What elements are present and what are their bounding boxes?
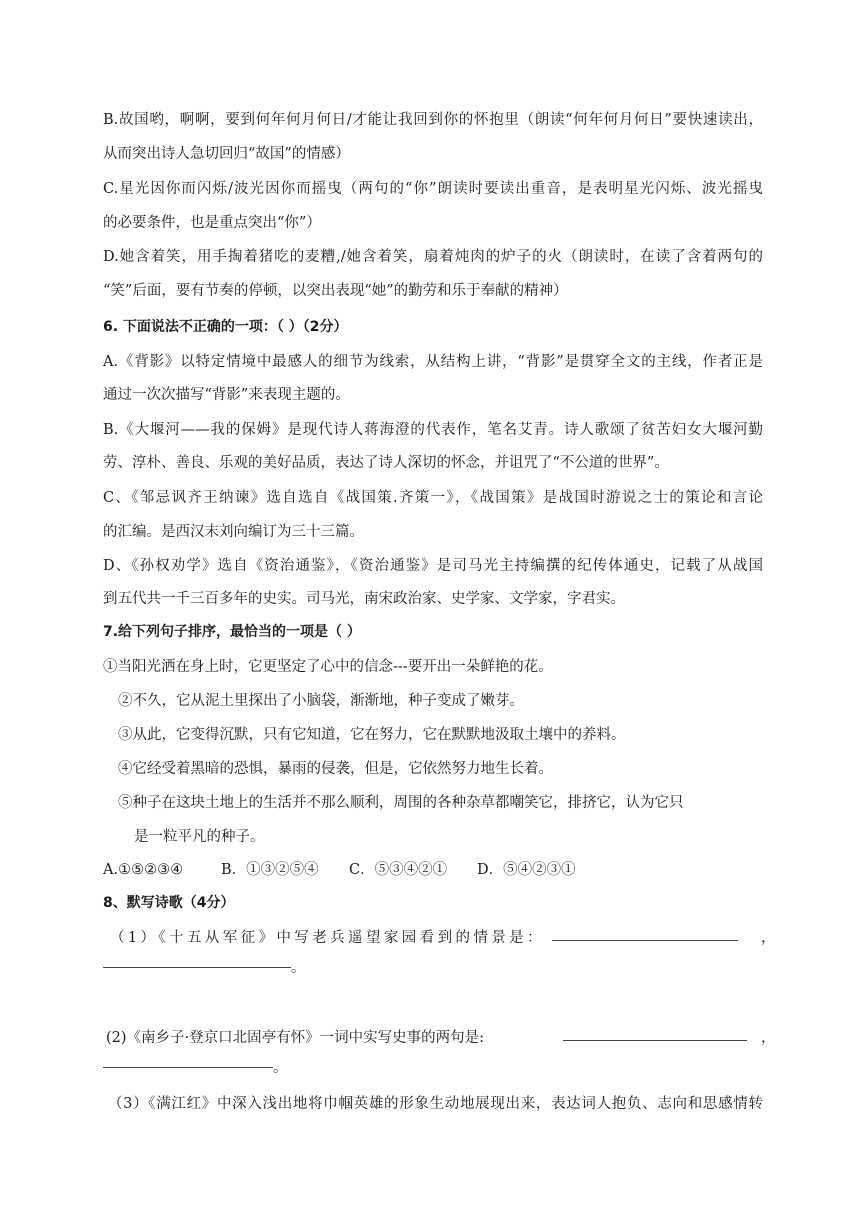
q7-option-b: B．①③②⑤④ bbox=[221, 862, 319, 878]
q8-part2-prompt: (2)《南乡子·登京口北固亭有怀》一词中实写史事的两句是: bbox=[106, 1030, 485, 1046]
q5-option-b-line2: 从而突出诗人急切回归“故国”的情感） bbox=[103, 146, 350, 162]
q8-part3-prompt: （3）《满江红》中深入浅出地将巾帼英雄的形象生动地展现出来，表达词人抱负、志向和思感情转 bbox=[108, 1096, 763, 1112]
q8-part2-comma: ， bbox=[761, 1030, 776, 1046]
q7-sentence-3: ③从此，它变得沉默，只有它知道，它在努力，它在默默地汲取土壤中的养料。 bbox=[118, 727, 626, 743]
q7-sentence-1: ①当阳光洒在身上时，它更坚定了心中的信念---要开出一朵鲜艳的花。 bbox=[103, 659, 553, 675]
q5-option-d-line2: “笑”后面，要有节奏的停顿，以突出表现“她”的勤劳和乐于奉献的精神） bbox=[103, 283, 568, 299]
q8-part1-blank-1[interactable] bbox=[552, 926, 738, 941]
q6-option-a-line1: A.《背影》以特定情境中最感人的细节为线索，从结构上讲，“背影”是贯穿全文的主线，作者正是 bbox=[103, 354, 763, 370]
q8-part2-end: 。 bbox=[273, 1060, 288, 1076]
q6-option-d-line1: D、《孙权劝学》选自《资治通鉴》，《资治通鉴》是司马光主持编撰的纪传体通史，记载了从战国 bbox=[103, 558, 763, 574]
q6-option-b-line1: B.《大堰河——我的保姆》是现代诗人蒋海澄的代表作，笔名艾青。诗人歌颂了贫苦妇女大堰河勤 bbox=[103, 422, 763, 438]
q7-title: 7.给下列句子排序，最恰当的一项是（ ） bbox=[103, 624, 361, 640]
q8-part1-blank-2[interactable] bbox=[103, 953, 291, 968]
q7-sentence-4: ④它经受着黑暗的恐惧，暴雨的侵袭，但是，它依然努力地生长着。 bbox=[118, 761, 553, 777]
q6-option-d-line2: 到五代共一千三百多年的史实。司马光，南宋政治家、史学家、文学家，字君实。 bbox=[103, 591, 625, 607]
q8-part2-blank-2[interactable] bbox=[103, 1053, 273, 1068]
q8-part1-end: 。 bbox=[291, 960, 306, 976]
q8-part1-comma: ， bbox=[761, 930, 776, 946]
q7-option-c: C．⑤③④②① bbox=[349, 862, 448, 878]
q5-option-c-line1: C.星光因你而闪烁/波光因你而摇曳（两句的“你”朗读时要读出重音，是表明星光闪烁、波光摇曳 bbox=[103, 181, 763, 197]
q7-options bbox=[103, 858, 576, 879]
q7-option-a: A.①⑤②③④ bbox=[103, 862, 184, 878]
q6-option-b-line2: 劳、淳朴、善良、乐观的美好品质，表达了诗人深切的怀念，并诅咒了“不公道的世界”。 bbox=[103, 455, 669, 471]
q6-option-c-line1: C、《邹忌讽齐王纳谏》选自选自《战国策.齐策一》，《战国策》是战国时游说之士的策论和言论 bbox=[103, 490, 763, 506]
q8-part1-prompt: （1）《十五从军征》中写老兵遥望家园看到的情景是： bbox=[110, 930, 545, 946]
q6-option-a-line2: 通过一次次描写“背影”来表现主题的。 bbox=[103, 387, 350, 403]
q7-option-d: D．⑤④②③① bbox=[477, 862, 576, 878]
q5-option-d-line1: D.她含着笑，用手掏着猪吃的麦糟,/她含着笑，扇着炖肉的炉子的火（朗读时，在读了含着两句的 bbox=[103, 249, 763, 265]
q5-option-c-line2: 的必要条件，也是重点突出“你”） bbox=[103, 215, 321, 231]
q7-sentence-2: ②不久，它从泥土里探出了小脑袋，渐渐地，种子变成了嫩芽。 bbox=[118, 693, 524, 709]
q6-option-c-line2: 的汇编。是西汉末刘向编订为三十三篇。 bbox=[103, 524, 364, 540]
q7-sentence-5-line1: ⑤种子在这块土地上的生活并不那么顺利，周围的各种杂草都嘲笑它，排挤它，认为它只 bbox=[118, 795, 684, 811]
q8-title: 8、默写诗歌（4分） bbox=[103, 895, 235, 911]
q8-part2-blank-1[interactable] bbox=[563, 1026, 747, 1041]
q7-sentence-5-line2: 是一粒平凡的种子。 bbox=[134, 829, 265, 845]
q6-title: 6. 下面说法不正确的一项：（ ）（2分） bbox=[103, 319, 348, 335]
q5-option-b-line1: B.故国哟，啊啊，要到何年何月何日/才能让我回到你的怀抱里（朗读“何年何月何日”要快速读出， bbox=[103, 112, 763, 128]
